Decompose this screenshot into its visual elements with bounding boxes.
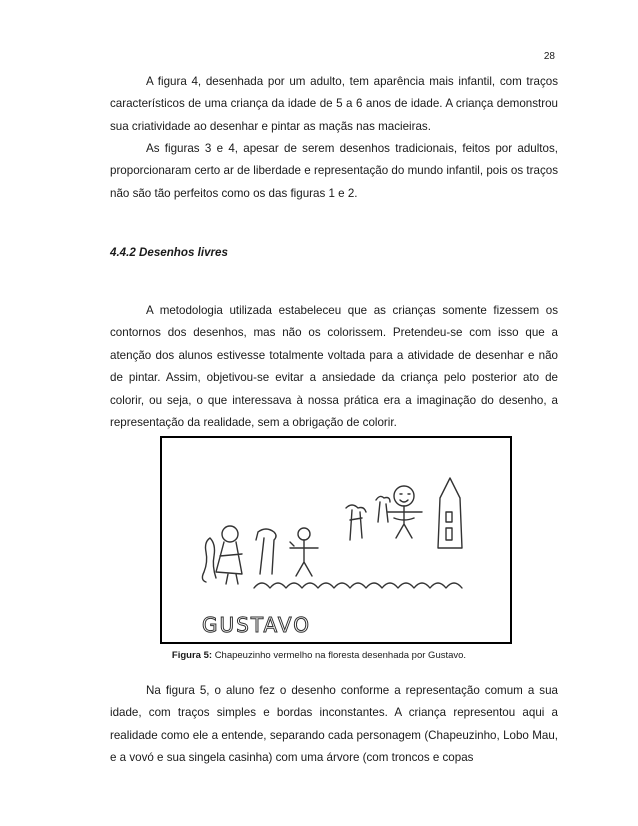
section-heading: 4.4.2 Desenhos livres — [110, 246, 228, 259]
paragraph-figure4: A figura 4, desenhada por um adulto, tem aparência mais infantil, com traços característicos de uma criança da idade de 5 a 6 anos de idade. A criança demonstrou sua criatividade ao desenhar e pintar as maçãs nas macieiras. — [110, 75, 558, 133]
figure-caption — [0, 650, 638, 661]
paragraph-methodology: A metodologia utilizada estabeleceu que as crianças somente fizessem os contornos dos desenhos, mas não os colorissem. Pretendeu-se com isso que a atenção dos alunos estivesse totalmente voltada para a atividade de desenhar e não de pintar. Assim, objetivou-se evitar a ansiedade da criança pelo posterior ato de colorir, ou seja, o que interessava à nossa prática era a imaginação do desenho, a representação da realidade, sem a obrigação de colorir. — [110, 304, 558, 430]
child-drawing-image — [162, 438, 510, 642]
caption-label: Figura 5: — [171, 650, 213, 661]
caption-text: Chapeuzinho vermelho na floresta desenhada por Gustavo. — [214, 650, 467, 661]
drawing-signature: GUSTAVO — [202, 613, 311, 637]
page-number: 28 — [543, 51, 555, 62]
paragraph-figures-3-4: As figuras 3 e 4, apesar de serem desenhos tradicionais, feitos por adultos, proporcionaram certo ar de liberdade e representação do mundo infantil, pois os traços não são tão perfeitos como os das figuras 1 e 2. — [110, 142, 558, 200]
paragraph-figure5: Na figura 5, o aluno fez o desenho conforme a representação comum a sua idade, com traços simples e bordas inconstantes. A criança representou aqui a realidade como ele a entende, separando cada personagem (Chapeuzinho, Lobo Mau, e a vovó e sua singela casinha) com uma árvore (com troncos e copas — [110, 684, 558, 765]
figure-5-drawing — [160, 436, 512, 644]
